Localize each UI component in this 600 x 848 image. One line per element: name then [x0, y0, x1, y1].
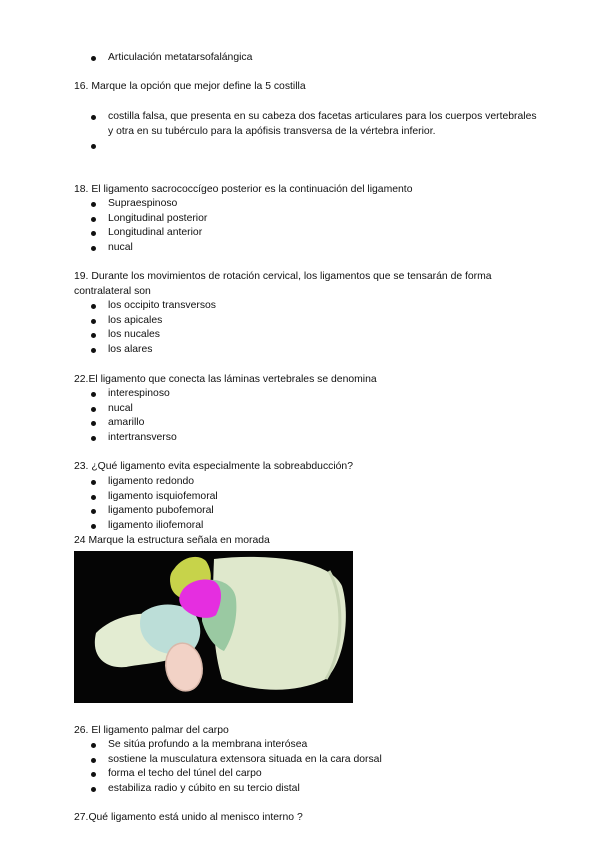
- question-16: 16. Marque la opción que mejor define la 5 costilla: [74, 81, 306, 92]
- vertebra-3d-image: [74, 551, 353, 703]
- option-item: nucal: [74, 241, 207, 256]
- option-item: Supraespinoso: [74, 197, 207, 212]
- option-item: interespinoso: [74, 387, 177, 402]
- vertebra-illustration: [74, 551, 353, 703]
- question-19-options: [74, 299, 216, 357]
- question-27: 27.Qué ligamento está unido al menisco interno ?: [74, 812, 303, 823]
- option-item: intertransverso: [74, 431, 177, 446]
- question-24: 24 Marque la estructura señala en morada: [74, 535, 270, 546]
- top-option-list: [74, 51, 252, 66]
- option-item: ligamento isquiofemoral: [74, 490, 218, 505]
- question-26-options: [74, 738, 382, 796]
- question-22-options: [74, 387, 177, 445]
- question-23-options: [74, 475, 218, 533]
- question-16-options: [74, 110, 538, 154]
- question-22: 22.El ligamento que conecta las láminas vertebrales se denomina: [74, 374, 377, 385]
- option-item: los alares: [74, 343, 216, 358]
- option-item: nucal: [74, 402, 177, 417]
- option-item: sostiene la musculatura extensora situada en la cara dorsal: [74, 753, 382, 768]
- question-18: 18. El ligamento sacrococcígeo posterior es la continuación del ligamento: [74, 184, 413, 195]
- question-19: 19. Durante los movimientos de rotación cervical, los ligamentos que se tensarán de forma contralateral son: [74, 271, 492, 297]
- option-item: los occipito transversos: [74, 299, 216, 314]
- option-item: los nucales: [74, 328, 216, 343]
- option-item: ligamento redondo: [74, 475, 218, 490]
- option-item: Longitudinal anterior: [74, 226, 207, 241]
- question-23: 23. ¿Qué ligamento evita especialmente la sobreabducción?: [74, 461, 353, 472]
- question-26: 26. El ligamento palmar del carpo: [74, 725, 229, 736]
- option-item: estabiliza radio y cúbito en su tercio distal: [74, 782, 382, 797]
- option-item: amarillo: [74, 416, 177, 431]
- option-item-empty: [74, 139, 538, 154]
- option-item: ligamento iliofemoral: [74, 519, 218, 534]
- question-18-options: [74, 197, 207, 255]
- option-item: Longitudinal posterior: [74, 212, 207, 227]
- option-item: Se sitúa profundo a la membrana interósea: [74, 738, 382, 753]
- option-item: forma el techo del túnel del carpo: [74, 767, 382, 782]
- option-item: Articulación metatarsofalángica: [74, 51, 252, 66]
- option-item: los apicales: [74, 314, 216, 329]
- option-item: costilla falsa, que presenta en su cabeza dos facetas articulares para los cuerpos vertebrales y otra en su tubérculo para la apófisis transversa de la vértebra inferior.: [74, 110, 538, 139]
- option-item: ligamento pubofemoral: [74, 504, 218, 519]
